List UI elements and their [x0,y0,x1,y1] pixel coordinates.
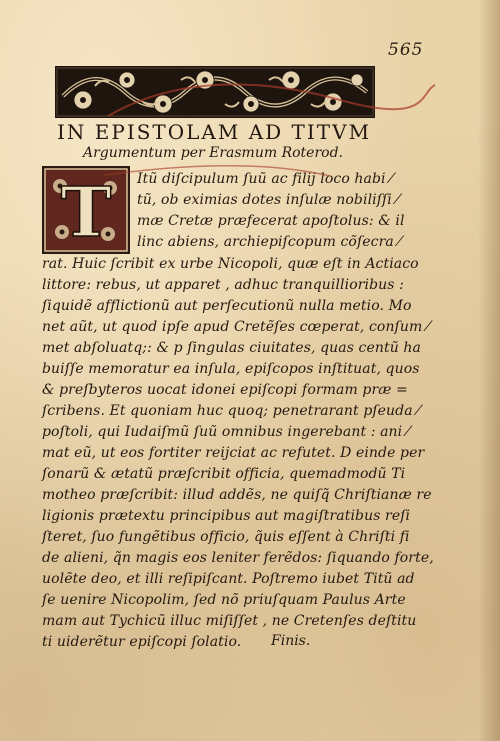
text-line: linc abiens, archiepiſcopum cõſecra ⁄ [137,234,401,250]
text-line: mæ Cretæ præfecerat apoſtolus: & il [137,213,405,229]
text-line: de alieni, q̃n magis eos leniter ferẽdos: ſiquando forte, [42,550,434,566]
text-line: & preſbyteros uocat idonei epiſcopi formam præ = [42,382,408,398]
text-line: buiſſe memoratur ea inſula, epiſcopos inſtituat, quos [42,361,420,377]
epistle-heading: IN EPISTOLAM AD TITVM [57,120,372,144]
page-edge-shadow [478,0,500,741]
text-line: motheo præſcribit: illud addẽs, ne quiſq̃ Chriſtianæ re [42,487,432,503]
text-line: ſteret, ſuo fungẽtibus officio, q̃uis eſſent à Chriſti fi [42,529,410,545]
text-line: ſcribens. Et quoniam huc quoq; penetrarant pſeuda ⁄ [42,403,420,419]
text-line: poſtoli, qui Iudaiſmũ ſuũ omnibus ingerebant : ani ⁄ [42,424,410,440]
decorated-initial-icon [42,166,130,254]
text-line: littore: rebus, ut apparet , adhuc tranquillioribus : [42,277,404,293]
text-line: mam aut Tychicũ illuc miſiſſet , ne Cretenſes deſtitu [42,613,417,629]
text-line: uolẽte deo, et illi reſipiſcant. Poſtremo iubet Titũ ad [42,571,415,587]
svg-text:T: T [60,173,112,253]
text-line: ti uiderẽtur epiſcopi ſolatio. [42,634,242,650]
text-line: tũ, ob eximias dotes inſulæ nobiliſſi ⁄ [137,192,399,208]
page-number: 565 [388,40,424,60]
text-line: Itũ diſcipulum ſuũ ac filij loco habi ⁄ [137,171,393,187]
text-line: met abſoluatq;: & p ſingulas ciuitates, quas centũ ha [42,340,421,356]
floral-headpiece-icon [55,66,375,118]
text-line: ſe uenire Nicopolim, ſed nõ priuſquam Paulus Arte [42,592,406,608]
text-line: ligionis prætextu principibus aut magiſtratibus reſi [42,508,411,524]
text-line: rat. Huic ſcribit ex urbe Nicopoli, quæ eſt in Actiaco [42,256,419,272]
text-line: mat eũ, ut eos fortiter reijciat ac refutet. D einde per [42,445,425,461]
text-line: ſonarũ & ætatũ præſcribit officia, quemadmodũ Ti [42,466,406,482]
text-line: ſiquidẽ afflictionũ aut perſecutionũ nulla metio. Mo [42,298,412,314]
argument-subtitle: Argumentum per Erasmum Roterod. [83,145,343,161]
finis-mark: Finis. [271,633,311,649]
text-line: net aũt, ut quod ipſe apud Cretẽſes cœperat, conſum ⁄ [42,319,430,335]
